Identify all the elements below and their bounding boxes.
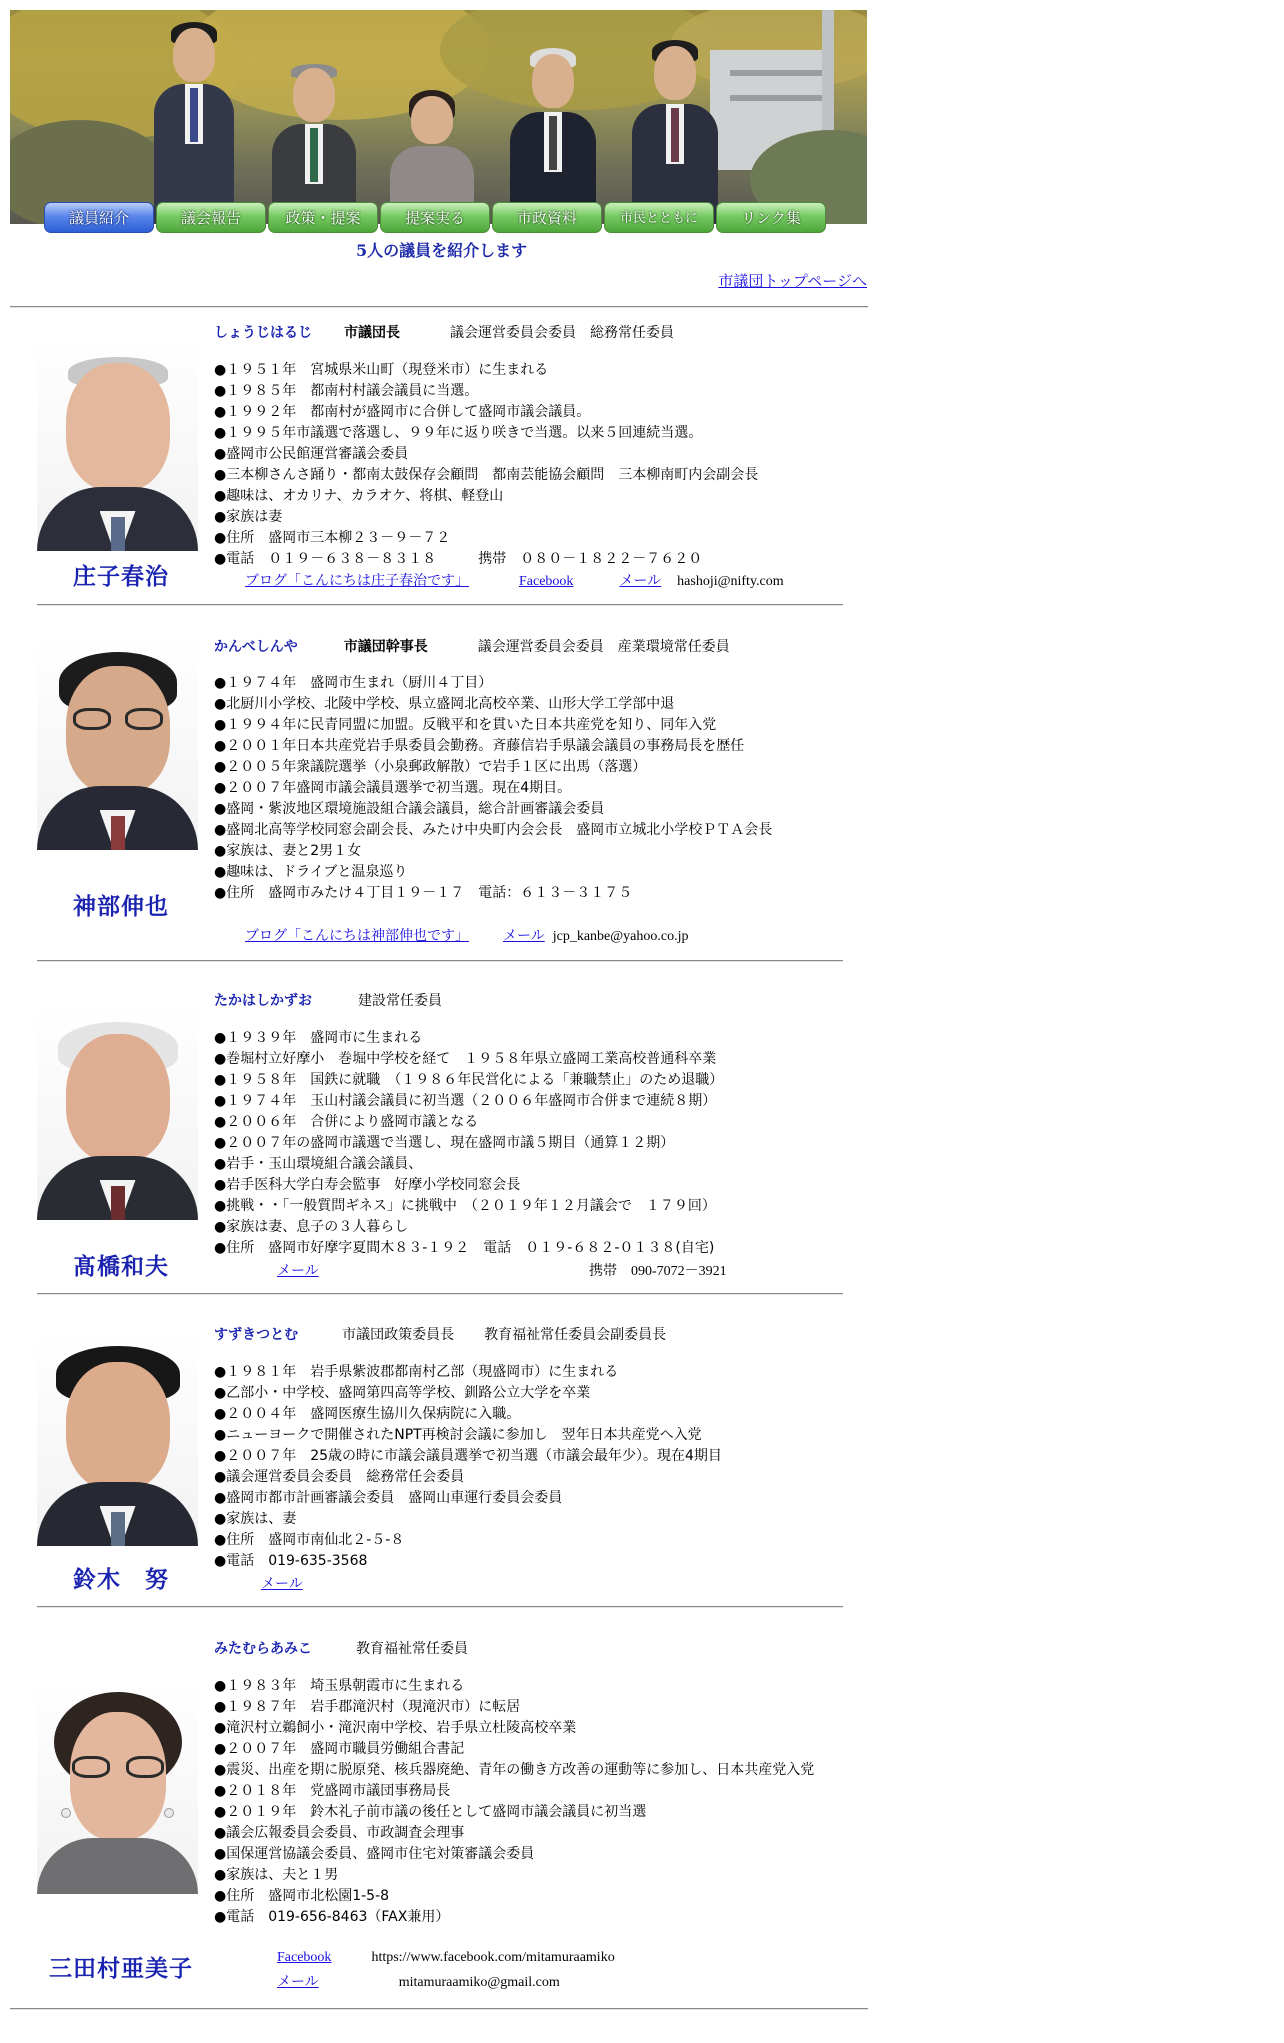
bio-line: ●家族は妻 <box>214 509 283 525</box>
bio-line: ●１９５８年 国鉄に就職 （１９８６年民営化による「兼職禁止」のため退職） <box>214 1072 724 1088</box>
bio-line: ●電話 ０１９－６３８－８３１８ 携帯 ０８０－１８２２－７６２０ <box>214 551 703 567</box>
member-committees: 教育福祉常任委員 <box>356 1641 468 1657</box>
bio-line: ●１９８３年 埼玉県朝霞市に生まれる <box>214 1678 465 1694</box>
bio-line: ●趣味は、ドライブと温泉巡り <box>214 864 408 880</box>
tab-links[interactable]: リンク集 <box>716 202 826 233</box>
mail-link[interactable]: メール <box>503 929 545 944</box>
bio-line: ●１９８１年 岩手県紫波郡都南村乙部（現盛岡市）に生まれる <box>214 1364 619 1380</box>
bio-line: ●ニューヨークで開催されたNPT再検討会議に参加し 翌年日本共産党へ入党 <box>214 1427 702 1443</box>
tab-proposals-realized[interactable]: 提案実る <box>380 202 490 233</box>
banner-person <box>510 48 596 224</box>
bio-line: ●盛岡・紫波地区環境施設組合議会議員，総合計画審議会委員 <box>214 801 605 817</box>
bio-line: ●１９８５年 都南村村議会議員に当選。 <box>214 383 479 399</box>
member-committees: 建設常任委員 <box>358 993 442 1009</box>
bio-line: ●盛岡市都市計画審議会委員 盛岡山車運行委員会委員 <box>214 1490 563 1506</box>
divider <box>37 1293 843 1295</box>
page-intro: 5人の議員を紹介します <box>356 241 528 260</box>
member-bio <box>214 1362 842 1572</box>
bio-line: ●住所 盛岡市南仙北２-５-８ <box>214 1532 405 1548</box>
bio-line: ●国保運営協議会委員、盛岡市住宅対策審議会委員 <box>214 1846 535 1862</box>
bio-line: ●電話 019-635-3568 <box>214 1553 368 1569</box>
bio-line: ●１９７４年 盛岡市生まれ（厨川４丁目） <box>214 675 493 691</box>
member-committees: 議会運営委員会委員 産業環境常任委員 <box>477 639 730 655</box>
banner-person <box>632 40 718 224</box>
member-photo <box>37 337 198 551</box>
bio-line: ●住所 盛岡市みたけ４丁目１９－１７ 電話：６１３－３１７５ <box>214 885 633 901</box>
member-bio <box>214 673 842 904</box>
divider <box>37 1606 843 1608</box>
member-header <box>214 322 674 342</box>
member-bio <box>214 1028 842 1259</box>
member-header <box>214 990 442 1010</box>
bio-line: ●岩手医科大学白寿会監事 好摩小学校同窓会長 <box>214 1177 521 1193</box>
mail-link[interactable]: メール <box>277 1264 319 1279</box>
bio-line: ●挑戦・・「一般質問ギネス」に挑戦中 （２０１９年１２月議会で １７９回） <box>214 1198 716 1214</box>
bio-line: ●家族は妻、息子の３人暮らし <box>214 1219 409 1235</box>
member-facebook-row <box>277 1950 615 1970</box>
member-mobile <box>589 1260 727 1280</box>
email-address: hashoji@nifty.com <box>677 574 784 589</box>
bio-line: ●巻堀村立好摩小 巻堀中学校を経て １９５８年県立盛岡工業高校普通科卒業 <box>214 1051 717 1067</box>
bio-line: ●議会運営委員会委員 総務常任会委員 <box>214 1469 465 1485</box>
member-title: 市議団幹事長 <box>343 639 428 655</box>
bio-line: ●北厨川小学校、北陵中学校、県立盛岡北高校卒業、山形大学工学部中退 <box>214 696 675 712</box>
email-address: jcp_kanbe@yahoo.co.jp <box>552 929 689 944</box>
bio-line: ●三本柳さんさ踊り・都南太鼓保存会顧問 都南芸能協会顧問 三本柳南町内会副会長 <box>214 467 759 483</box>
bio-line: ●２００１年日本共産党岩手県委員会勤務。斉藤信岩手県議会議員の事務局長を歴任 <box>214 738 745 754</box>
facebook-link[interactable]: Facebook <box>277 1950 332 1965</box>
header-banner-photo <box>10 10 867 224</box>
bio-line: ●家族は、夫と１男 <box>214 1867 339 1883</box>
divider <box>10 2008 868 2010</box>
member-photo <box>37 636 198 850</box>
member-contact <box>245 925 688 945</box>
member-name: 三田村亜美子 <box>49 1956 193 1982</box>
bio-line: ●家族は、妻 <box>214 1511 297 1527</box>
top-page-link[interactable]: 市議団トップページへ <box>718 272 867 290</box>
member-name: 庄子春治 <box>73 564 169 590</box>
bio-line: ●趣味は、オカリナ、カラオケ、将棋、軽登山 <box>214 488 504 504</box>
bio-line: ●家族は、妻と2男１女 <box>214 843 362 859</box>
member-kana: みたむらあみこ <box>214 1641 312 1657</box>
bio-line: ●２００７年盛岡市議会議員選挙で初当選。現在4期目。 <box>214 780 572 796</box>
member-title: 市議団長 <box>344 325 400 341</box>
divider <box>10 306 868 308</box>
bio-line: ●２００４年 盛岡医療生協川久保病院に入職。 <box>214 1406 521 1422</box>
member-contact <box>245 570 784 590</box>
tab-city-materials[interactable]: 市政資料 <box>492 202 602 233</box>
member-bio <box>214 360 842 570</box>
member-kana: しょうじはるじ <box>214 325 312 341</box>
member-name: 神部伸也 <box>73 894 169 920</box>
facebook-link[interactable]: Facebook <box>519 574 574 589</box>
bio-line: ●盛岡北高等学校同窓会副会長、みたけ中央町内会会長 盛岡市立城北小学校ＰＴＡ会長 <box>214 822 773 838</box>
bio-line: ●２００７年の盛岡市議選で当選し、現在盛岡市議５期目（通算１２期） <box>214 1135 675 1151</box>
bio-line: ●１９７４年 玉山村議会議員に初当選（２００６年盛岡市合併まで連続８期） <box>214 1093 717 1109</box>
bio-line: ●１９８７年 岩手郡滝沢村（現滝沢市）に転居 <box>214 1699 521 1715</box>
bio-line: ●１９９２年 都南村が盛岡市に合併して盛岡市議会議員。 <box>214 404 591 420</box>
member-photo <box>37 1006 198 1220</box>
member-kana: かんべしんや <box>214 639 298 655</box>
member-name: 髙橋和夫 <box>73 1254 169 1280</box>
bio-line: ●盛岡市公民館運営審議会委員 <box>214 446 409 462</box>
mobile-number: 携帯 090-7072－3921 <box>589 1264 727 1279</box>
bio-line: ●２００６年 合併により盛岡市議となる <box>214 1114 479 1130</box>
member-mail-row <box>261 1573 303 1593</box>
bio-line: ●震災、出産を期に脱原発、核兵器廃絶、青年の働き方改善の運動等に参加し、日本共産党入党 <box>214 1762 815 1778</box>
member-kana: すずきつとむ <box>214 1327 299 1343</box>
mail-link[interactable]: メール <box>619 574 662 589</box>
tab-policy-proposal[interactable]: 政策・提案 <box>268 202 378 233</box>
bio-line: ●２００５年衆議院選挙（小泉郵政解散）で岩手１区に出馬（落選） <box>214 759 647 775</box>
mail-link[interactable]: メール <box>277 1975 319 1990</box>
email-address: mitamuraamiko@gmail.com <box>398 1975 560 1990</box>
bio-line: ●住所 盛岡市三本柳２３－９－７２ <box>214 530 451 546</box>
bio-line: ●議会広報委員会委員、市政調査会理事 <box>214 1825 465 1841</box>
member-mail-row <box>277 1971 560 1991</box>
bio-line: ●２００７年 盛岡市職員労働組合書記 <box>214 1741 465 1757</box>
main-nav <box>44 202 828 236</box>
bio-line: ●電話 019-656-8463（FAX兼用） <box>214 1909 450 1925</box>
bio-line: ●岩手・玉山環境組合議会議員、 <box>214 1156 423 1172</box>
bio-line: ●１９５１年 宮城県米山町（現登米市）に生まれる <box>214 362 549 378</box>
member-kana: たかはしかずお <box>214 993 312 1009</box>
bio-line: ●１９９４年に民青同盟に加盟。反戦平和を貫いた日本共産党を知り、同年入党 <box>214 717 717 733</box>
member-header <box>214 1324 666 1344</box>
mail-link[interactable]: メール <box>261 1577 303 1592</box>
bio-line: ●２０１８年 党盛岡市議団事務局長 <box>214 1783 451 1799</box>
blog-link[interactable]: ブログ「こんにちは神部伸也です」 <box>245 929 469 944</box>
tab-member-intro[interactable]: 議員紹介 <box>44 202 154 233</box>
facebook-url: https://www.facebook.com/mitamuraamiko <box>371 1950 615 1965</box>
banner-person <box>154 22 234 224</box>
member-mail-row <box>277 1260 319 1280</box>
bio-line: ●住所 盛岡市北松園1-5-8 <box>214 1888 390 1904</box>
member-photo <box>37 1680 198 1894</box>
member-photo <box>37 1332 198 1546</box>
divider <box>37 960 843 962</box>
bio-line: ●２００７年 25歳の時に市議会議員選挙で初当選（市議会最年少）。現在4期目 <box>214 1448 722 1464</box>
member-committees: 議会運営委員会委員 総務常任委員 <box>450 325 674 341</box>
blog-link[interactable]: ブログ「こんにちは庄子春治です」 <box>245 574 469 589</box>
bio-line: ●乙部小・中学校、盛岡第四高等学校、釧路公立大学を卒業 <box>214 1385 591 1401</box>
bio-line: ●２０１９年 鈴木礼子前市議の後任として盛岡市議会議員に初当選 <box>214 1804 647 1820</box>
member-bio <box>214 1676 842 1928</box>
banner-person <box>272 64 356 224</box>
member-header <box>214 636 730 656</box>
member-name: 鈴木 努 <box>73 1567 169 1593</box>
tab-council-report[interactable]: 議会報告 <box>156 202 266 233</box>
divider <box>37 604 843 606</box>
member-committees: 教育福祉常任委員会副委員長 <box>484 1327 667 1343</box>
tab-with-citizens[interactable]: 市民とともに <box>604 202 714 233</box>
member-header <box>214 1638 468 1658</box>
bio-line: ●１９９５年市議選で落選し、９９年に返り咲きで当選。以来５回連続当選。 <box>214 425 703 441</box>
member-title: 市議団政策委員長 <box>342 1327 455 1343</box>
bio-line: ●滝沢村立鵜飼小・滝沢南中学校、岩手県立杜陵高校卒業 <box>214 1720 577 1736</box>
bio-line: ●１９３９年 盛岡市に生まれる <box>214 1030 423 1046</box>
bio-line: ●住所 盛岡市好摩字夏間木８３-１９２ 電話 ０１９-６８２-０１３８(自宅) <box>214 1240 715 1256</box>
